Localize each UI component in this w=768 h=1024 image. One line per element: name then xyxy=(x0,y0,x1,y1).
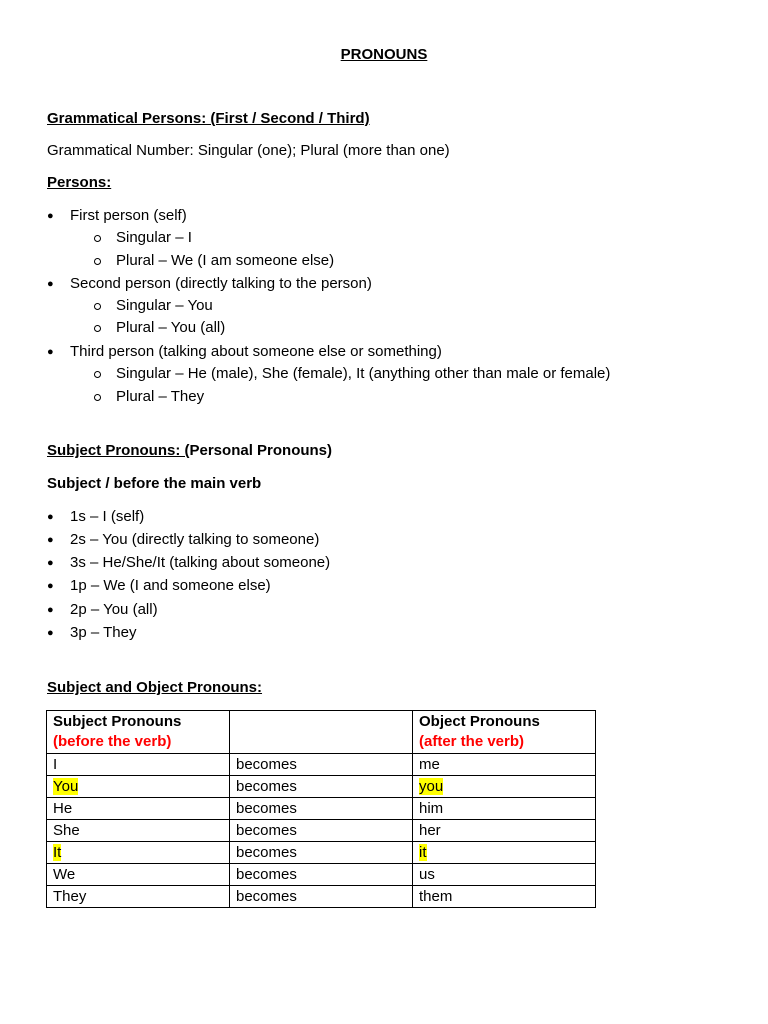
object-cell xyxy=(413,754,596,776)
list-item: Plural – You (all) xyxy=(116,319,226,336)
circle-bullet-icon xyxy=(94,394,101,401)
object-header-note: (after the verb) xyxy=(419,733,525,750)
circle-bullet-icon xyxy=(94,303,101,310)
verb-value: becomes xyxy=(236,866,297,883)
object-value: her xyxy=(419,822,441,839)
object-value: us xyxy=(419,866,435,883)
bullet-icon: ● xyxy=(47,534,54,546)
object-cell xyxy=(413,864,596,886)
subject-value: I xyxy=(53,756,58,773)
object-value-highlighted: it xyxy=(419,844,427,861)
subject-value: They xyxy=(53,888,87,905)
object-cell xyxy=(413,798,596,820)
subject-pronouns-heading xyxy=(47,442,332,460)
verb-cell xyxy=(230,820,413,842)
bullet-icon: ● xyxy=(47,604,54,616)
verb-value: becomes xyxy=(236,844,297,861)
list-item: 2p – You (all) xyxy=(70,601,158,618)
circle-bullet-icon xyxy=(94,258,101,265)
verb-cell xyxy=(230,842,413,864)
subject-cell xyxy=(47,886,230,908)
object-cell xyxy=(413,776,596,798)
verb-value: becomes xyxy=(236,756,297,773)
bullet-icon: ● xyxy=(47,580,54,592)
page-title: PRONOUNS xyxy=(340,46,428,63)
subject-pronouns-heading-underlined: Subject Pronouns: ( xyxy=(47,442,190,459)
subject-header-note: (before the verb) xyxy=(53,733,172,750)
list-item: 3s – He/She/It (talking about someone) xyxy=(70,554,331,571)
list-item: 1p – We (I and someone else) xyxy=(70,577,271,594)
subject-cell xyxy=(47,820,230,842)
list-item: Singular – He (male), She (female), It (anything other than male or female) xyxy=(116,365,611,382)
pronoun-table xyxy=(46,710,596,908)
list-item: Third person (talking about someone else or something) xyxy=(70,343,442,360)
subject-cell xyxy=(47,842,230,864)
object-cell xyxy=(413,842,596,864)
table-header-subject xyxy=(47,711,230,754)
object-header-label: Object Pronouns xyxy=(419,713,540,730)
table-row xyxy=(47,886,596,908)
subject-cell xyxy=(47,754,230,776)
subject-cell xyxy=(47,864,230,886)
bullet-icon: ● xyxy=(47,278,54,290)
verb-cell xyxy=(230,886,413,908)
subject-value: She xyxy=(53,822,80,839)
subject-value: He xyxy=(53,800,73,817)
subject-before-verb-heading: Subject / before the main verb xyxy=(47,475,262,492)
verb-cell xyxy=(230,798,413,820)
object-cell xyxy=(413,886,596,908)
object-cell xyxy=(413,820,596,842)
verb-value: becomes xyxy=(236,800,297,817)
bullet-icon: ● xyxy=(47,210,54,222)
table-row xyxy=(47,820,596,842)
circle-bullet-icon xyxy=(94,371,101,378)
circle-bullet-icon xyxy=(94,235,101,242)
subject-pronouns-heading-rest: Personal Pronouns) xyxy=(189,442,333,459)
subject-object-heading: Subject and Object Pronouns: xyxy=(47,679,263,696)
table-header-object xyxy=(413,711,596,754)
list-item: Plural – They xyxy=(116,388,205,405)
bullet-icon: ● xyxy=(47,511,54,523)
verb-cell xyxy=(230,754,413,776)
grammatical-number-text: Grammatical Number: Singular (one); Plural (more than one) xyxy=(47,142,450,159)
bullet-icon: ● xyxy=(47,557,54,569)
subject-cell xyxy=(47,798,230,820)
grammatical-persons-heading: Grammatical Persons: (First / Second / Third) xyxy=(47,110,370,127)
verb-value: becomes xyxy=(236,822,297,839)
subject-value-highlighted: It xyxy=(53,844,62,861)
list-item: Singular – You xyxy=(116,297,213,314)
object-value: them xyxy=(419,888,453,905)
table-row xyxy=(47,864,596,886)
verb-value: becomes xyxy=(236,888,297,905)
list-item: 3p – They xyxy=(70,624,137,641)
table-header-empty xyxy=(230,711,413,754)
persons-heading: Persons: xyxy=(47,174,112,191)
bullet-icon: ● xyxy=(47,346,54,358)
table-row xyxy=(47,754,596,776)
list-item: Second person (directly talking to the person) xyxy=(70,275,372,292)
list-item: Plural – We (I am someone else) xyxy=(116,252,335,269)
table-row xyxy=(47,798,596,820)
list-item: 2s – You (directly talking to someone) xyxy=(70,531,320,548)
object-value-highlighted: you xyxy=(419,778,444,795)
subject-value: We xyxy=(53,866,76,883)
object-value: him xyxy=(419,800,444,817)
subject-value-highlighted: You xyxy=(53,778,79,795)
subject-header-label: Subject Pronouns xyxy=(53,713,182,730)
verb-value: becomes xyxy=(236,778,297,795)
subject-cell xyxy=(47,776,230,798)
table-row xyxy=(47,776,596,798)
verb-cell xyxy=(230,776,413,798)
list-item: 1s – I (self) xyxy=(70,508,145,525)
list-item: Singular – I xyxy=(116,229,192,246)
object-value: me xyxy=(419,756,440,773)
circle-bullet-icon xyxy=(94,325,101,332)
list-item: First person (self) xyxy=(70,207,187,224)
table-header-row xyxy=(47,711,596,754)
verb-cell xyxy=(230,864,413,886)
table-row xyxy=(47,842,596,864)
bullet-icon: ● xyxy=(47,627,54,639)
